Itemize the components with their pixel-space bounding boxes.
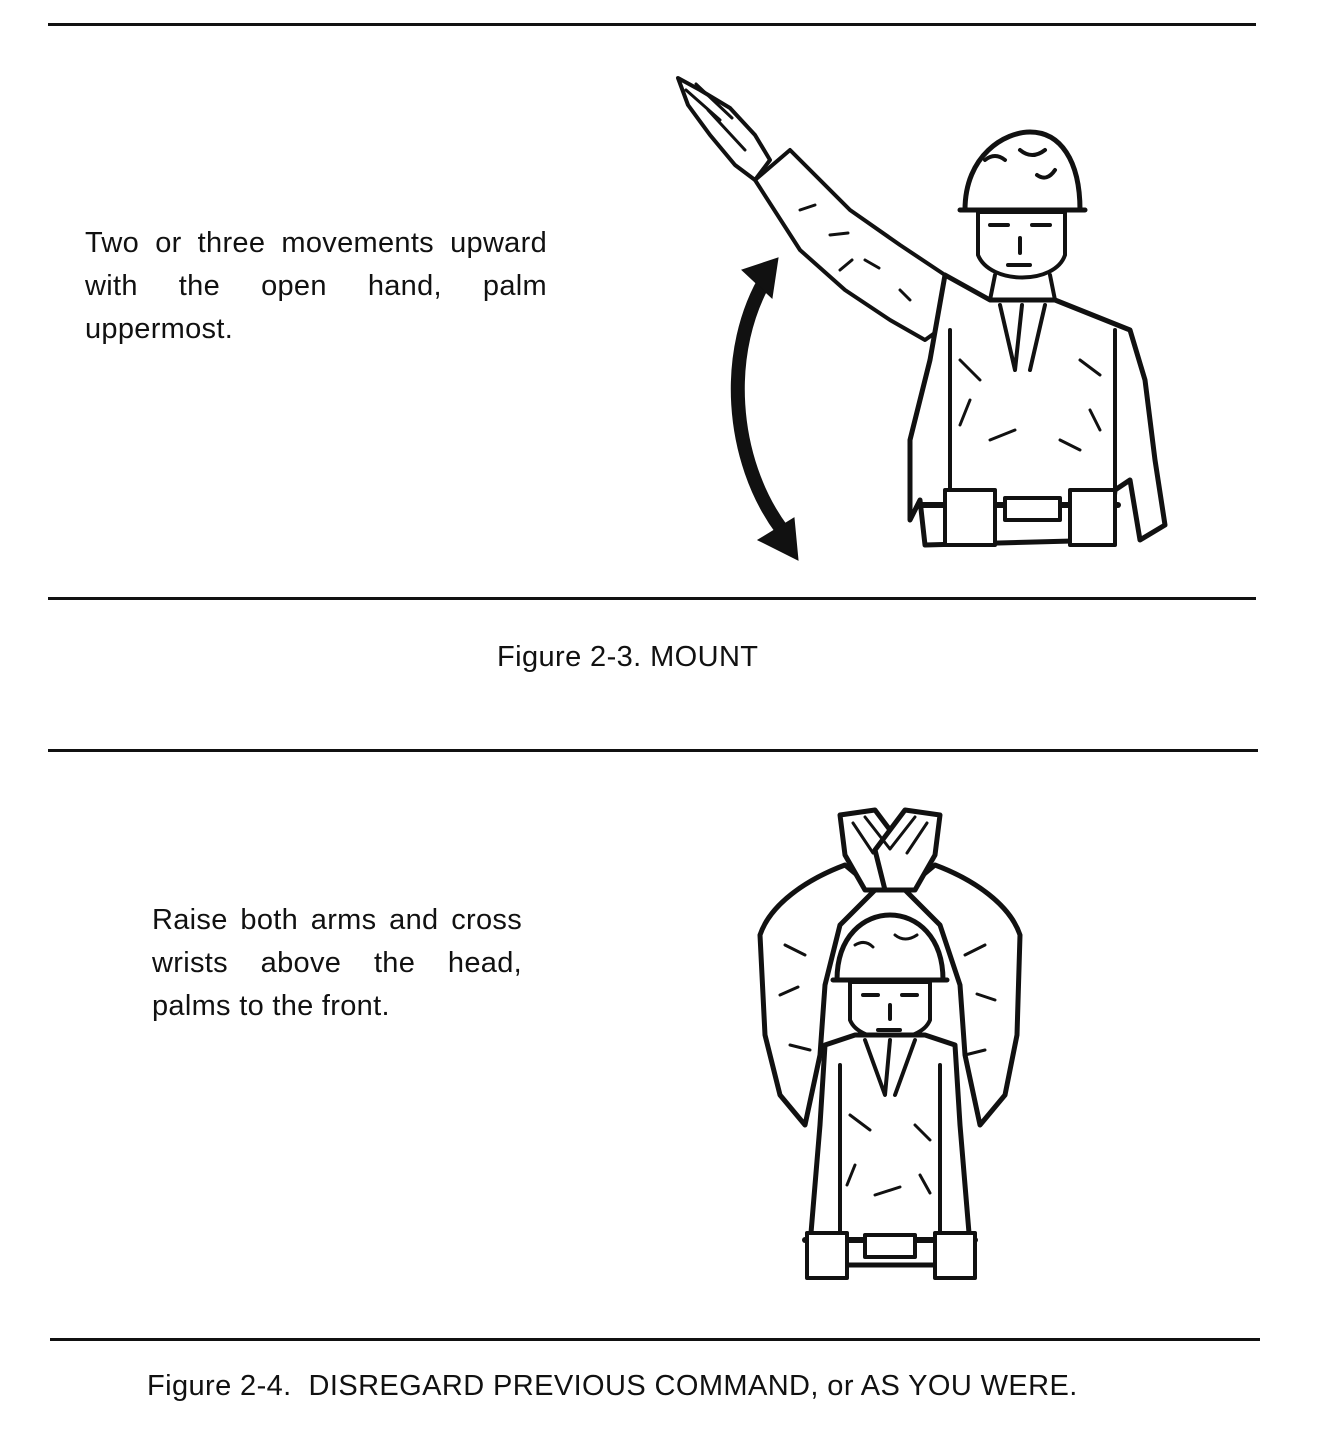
mount-description bbox=[85, 222, 547, 351]
figure-2-4-caption: Figure 2-4. DISREGARD PREVIOUS COMMAND, or AS YOU WERE. bbox=[147, 1370, 1078, 1402]
disregard-bottom-rule bbox=[50, 1338, 1260, 1341]
disregard-description bbox=[152, 899, 522, 1028]
top-rule bbox=[48, 23, 1256, 26]
disregard-description-text: Raise both arms and cross wrists above the head, palms to the front. bbox=[152, 904, 522, 1022]
mount-bottom-rule bbox=[48, 597, 1256, 600]
disregard-top-rule bbox=[48, 749, 1258, 752]
soldier-crossed-wrists-image bbox=[745, 795, 1035, 1295]
mount-description-text: Two or three movements upward with the open hand, palm uppermost. bbox=[85, 227, 547, 345]
disregard-illustration bbox=[745, 795, 1035, 1295]
figure-2-3-caption: Figure 2-3. MOUNT bbox=[497, 641, 759, 673]
mount-illustration bbox=[660, 60, 1180, 570]
soldier-raised-arm-image bbox=[660, 60, 1180, 570]
